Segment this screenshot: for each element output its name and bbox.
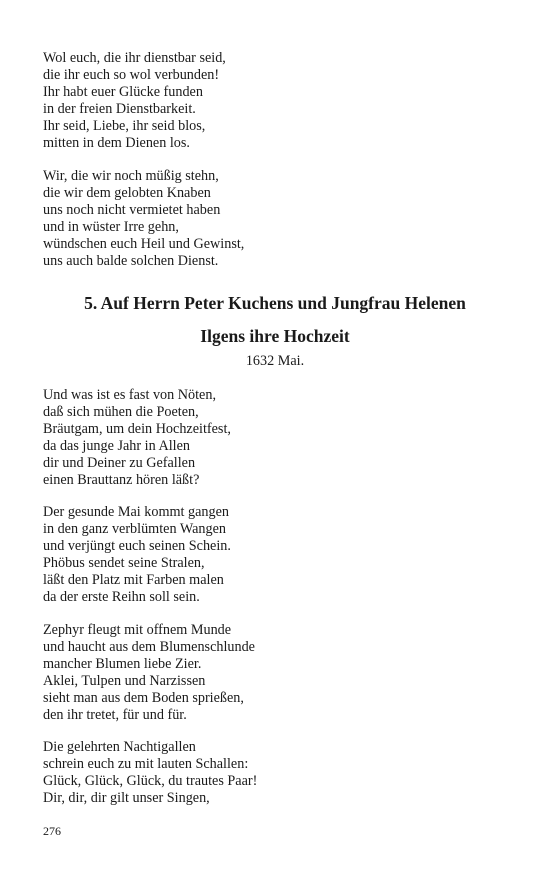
verse-line: uns auch balde solchen Dienst. xyxy=(43,253,219,269)
verse-line: und verjüngt euch seinen Schein. xyxy=(43,538,231,554)
verse-line: und haucht aus dem Blumenschlunde xyxy=(43,639,255,655)
section-title-line-2: Ilgens ihre Hochzeit xyxy=(200,326,350,346)
section-title-line-1: 5. Auf Herrn Peter Kuchens und Jungfrau Helenen xyxy=(84,293,466,313)
page-number: 276 xyxy=(43,824,61,838)
verse-line: mancher Blumen liebe Zier. xyxy=(43,656,202,672)
verse-line: einen Brauttanz hören läßt? xyxy=(43,472,200,488)
verse-line: da der erste Reihn soll sein. xyxy=(43,589,200,605)
verse-line: den ihr tretet, für und für. xyxy=(43,707,187,723)
verse-line: in den ganz verblümten Wangen xyxy=(43,521,226,537)
poem-stanza-1 xyxy=(43,387,231,489)
verse-line: dir und Deiner zu Gefallen xyxy=(43,455,196,471)
verse-line: daß sich mühen die Poeten, xyxy=(43,404,199,420)
intro-stanza-2 xyxy=(43,168,244,270)
verse-line: Ihr habt euer Glücke funden xyxy=(43,84,203,100)
verse-line: Ihr seid, Liebe, ihr seid blos, xyxy=(43,118,206,134)
verse-line: Die gelehrten Nachtigallen xyxy=(43,739,196,755)
verse-line: sieht man aus dem Boden sprießen, xyxy=(43,690,244,706)
section-date: 1632 Mai. xyxy=(245,353,305,369)
verse-line: Bräutgam, um dein Hochzeitfest, xyxy=(43,421,231,437)
verse-line: läßt den Platz mit Farben malen xyxy=(43,572,224,588)
verse-line: Wol euch, die ihr dienstbar seid, xyxy=(43,50,226,66)
verse-line: Und was ist es fast von Nöten, xyxy=(43,387,216,403)
verse-line: Zephyr fleugt mit offnem Munde xyxy=(43,622,232,638)
verse-line: und in wüster Irre gehn, xyxy=(43,219,179,235)
verse-line: mitten in dem Dienen los. xyxy=(43,135,190,151)
verse-line: Wir, die wir noch müßig stehn, xyxy=(43,168,219,184)
poem-stanza-4 xyxy=(43,739,257,807)
verse-line: wündschen euch Heil und Gewinst, xyxy=(43,236,245,252)
verse-line: Dir, dir, dir gilt unser Singen, xyxy=(43,790,210,806)
verse-line: Aklei, Tulpen und Narzissen xyxy=(43,673,206,689)
verse-line: Glück, Glück, Glück, du trautes Paar! xyxy=(43,773,258,789)
verse-line: schrein euch zu mit lauten Schallen: xyxy=(43,756,249,772)
poem-stanza-3 xyxy=(43,622,255,724)
verse-line: in der freien Dienstbarkeit. xyxy=(43,101,196,117)
poem-stanza-2 xyxy=(43,504,231,606)
verse-line: uns noch nicht vermietet haben xyxy=(43,202,221,218)
verse-line: Der gesunde Mai kommt gangen xyxy=(43,504,229,520)
verse-line: die ihr euch so wol verbunden! xyxy=(43,67,220,83)
verse-line: da das junge Jahr in Allen xyxy=(43,438,190,454)
verse-line: die wir dem gelobten Knaben xyxy=(43,185,211,201)
intro-stanza-1 xyxy=(43,50,226,152)
verse-line: Phöbus sendet seine Stralen, xyxy=(43,555,205,571)
